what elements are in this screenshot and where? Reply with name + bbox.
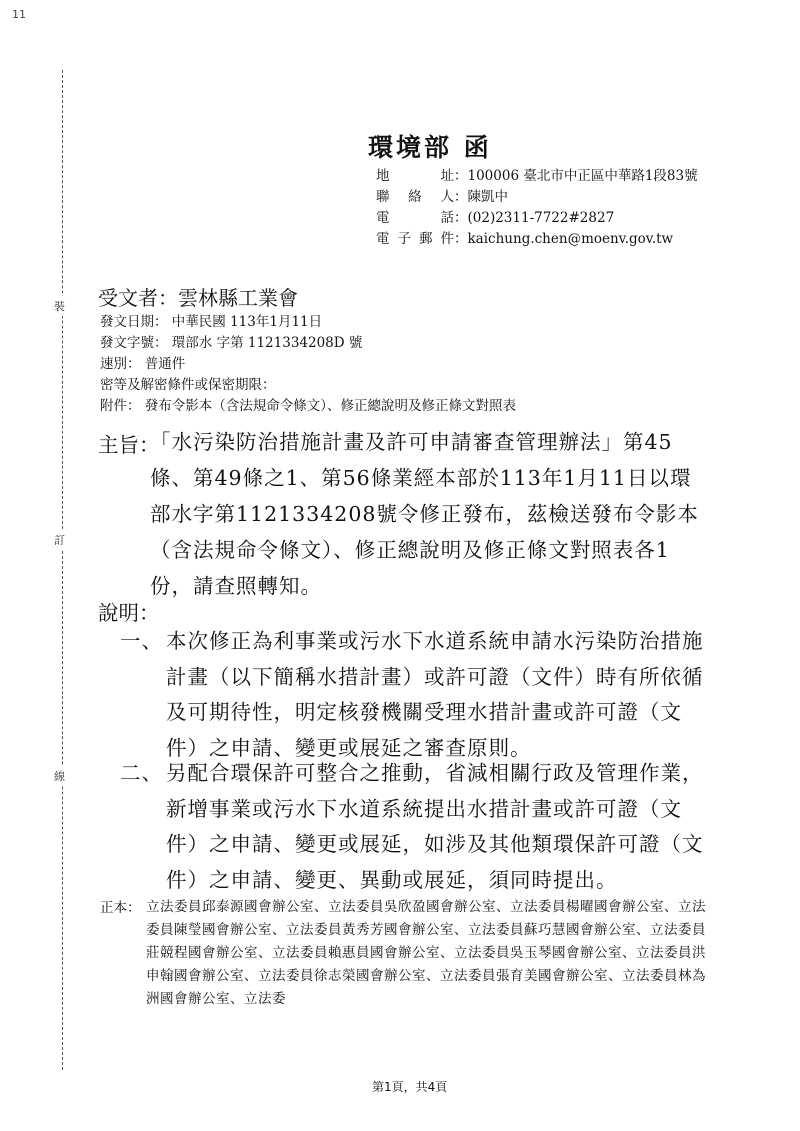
- explanation-item-2: [120, 756, 720, 892]
- contact-address: 地 址：100006 臺北市中正區中華路1段83號: [376, 164, 698, 184]
- contact-email-value: kaichung.chen@moenv.gov.tw: [467, 231, 674, 247]
- contact-address-label: 地 址: [376, 168, 454, 184]
- contact-phone-label: 電 話: [376, 210, 454, 226]
- binding-mark-xian: 線: [54, 766, 65, 786]
- page-footer: 第1頁，共4頁: [372, 1080, 448, 1094]
- corner-page-number: 11: [12, 8, 26, 21]
- contact-person-value: 陳凱中: [467, 189, 508, 205]
- explanation-item-text: 另配合環保許可整合之推動，省減相關行政及管理作業，新增事業或污水下水道系統提出水措計畫或許可證（文件）之申請、變更或展延，如涉及其他類環保許可證（文件）之申請、變更、異動或展延，須同時提出。: [166, 761, 704, 892]
- subject-text: 「水污染防治措施計畫及許可申請審查管理辦法」第45條、第49條之1、第56條業經本部於113年1月11日以環部水字第1121334208號令修正發布，茲檢送發布令影本（含法規命令條文）、修正總說明及修正條文對照表各1份，請查照轉知。: [150, 430, 699, 598]
- binding-mark-zhuang: 裝: [54, 296, 65, 316]
- priority: 速別： 普通件: [100, 356, 186, 372]
- contact-email-label: 電子郵件: [376, 231, 454, 247]
- explanation-item-text: 本次修正為利事業或污水下水道系統申請水污染防治措施計畫（以下簡稱水措計畫）或許可證（文件）時有所依循及可期待性，明定核發機關受理水措計畫或許可證（文件）之申請、變更或展延之審查原則。: [166, 629, 704, 760]
- binding-mark-ding: 訂: [54, 530, 65, 550]
- document-title: 環境部 函: [368, 133, 492, 162]
- contact-phone-value: (02)2311-7722#2827: [467, 210, 615, 226]
- explanation-item-1: [120, 624, 720, 760]
- contact-phone: 電 話：(02)2311-7722#2827: [376, 206, 614, 226]
- confidentiality: 密等及解密條件或保密期限：: [100, 377, 276, 393]
- subject-label: 主旨：: [98, 433, 160, 457]
- binding-line: [62, 70, 63, 1070]
- explanation-item-number: 一、: [120, 629, 163, 653]
- issue-date: 發文日期： 中華民國 113年1月11日: [100, 314, 323, 330]
- copies-text: 立法委員邱泰源國會辦公室、立法委員吳欣盈國會辦公室、立法委員楊曜國會辦公室、立法委員陳瑩國會辦公室、立法委員黃秀芳國會辦公室、立法委員蘇巧慧國會辦公室、立法委員莊競程國會辦公室、立法委員賴惠員國會辦公室、立法委員吳玉琴國會辦公室、立法委員洪申翰國會辦公室、立法委員徐志榮國會辦公室、立法委員張育美國會辦公室、立法委員林為洲國會辦公室、立法委: [146, 899, 706, 1007]
- copies-label: 正本：: [100, 900, 141, 916]
- recipient: 受文者：雲林縣工業會: [98, 286, 298, 310]
- explanation-item-number: 二、: [120, 761, 163, 785]
- document-number: 發文字號： 環部水 字第 1121334208D 號: [100, 335, 363, 351]
- contact-email: 電子郵件：kaichung.chen@moenv.gov.tw: [376, 227, 673, 247]
- attachments: 附件： 發布令影本（含法規命令條文）、修正總說明及修正條文對照表: [100, 398, 517, 414]
- explanation-label: 說明：: [98, 601, 160, 625]
- contact-person: 聯 絡 人：陳凱中: [376, 185, 508, 205]
- contact-address-value: 100006 臺北市中正區中華路1段83號: [467, 168, 698, 184]
- contact-person-label: 聯 絡 人: [376, 189, 454, 205]
